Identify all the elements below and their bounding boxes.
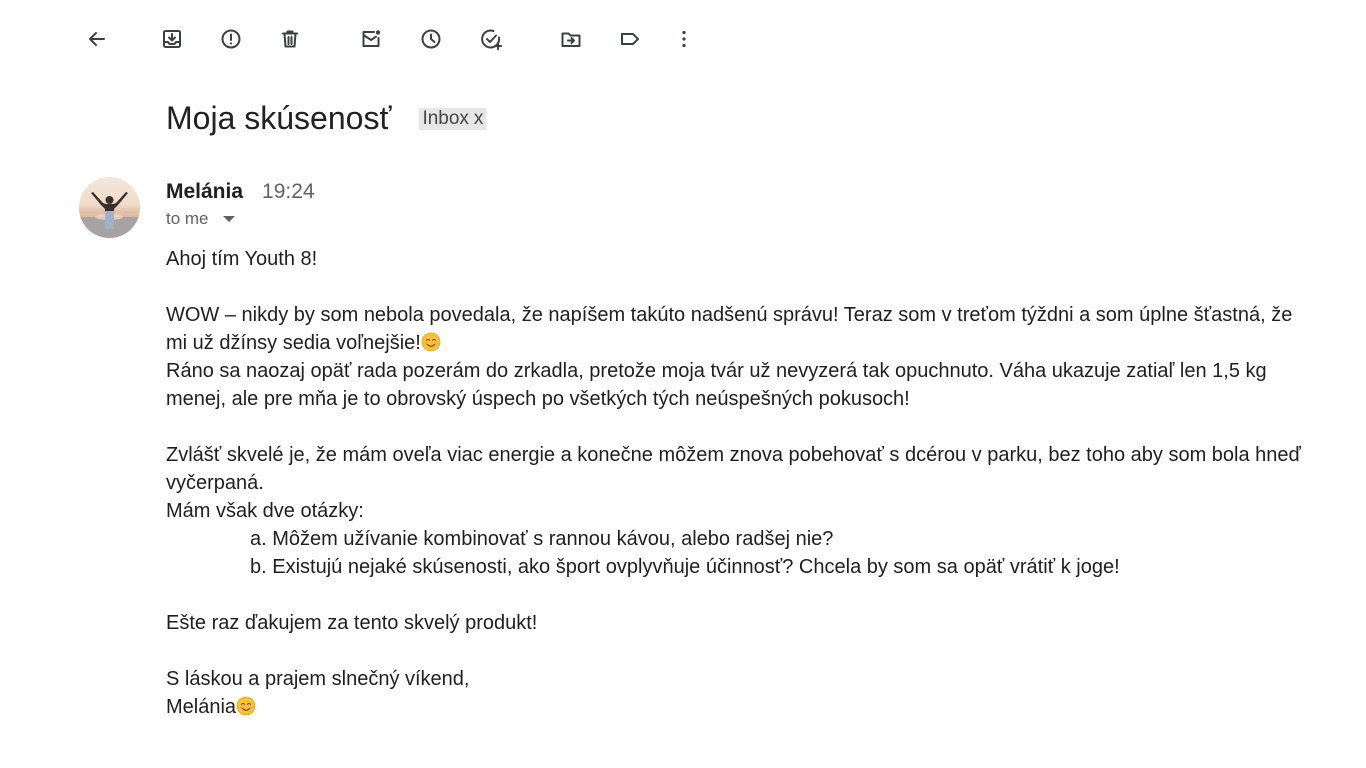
smiling-face-icon bbox=[236, 696, 256, 716]
subject-row bbox=[166, 98, 486, 138]
mark-unread-button[interactable] bbox=[354, 22, 388, 56]
show-details-dropdown[interactable] bbox=[223, 216, 235, 222]
add-to-tasks-button[interactable] bbox=[474, 22, 508, 56]
question-text: Existujú nejaké skúsenosti, ako šport ovplyvňuje účinnosť? Chcela by som sa opäť vrátiť k joge! bbox=[272, 556, 1120, 578]
snooze-button[interactable] bbox=[414, 22, 448, 56]
sender-avatar[interactable] bbox=[79, 177, 140, 238]
greeting: Ahoj tím Youth 8! bbox=[166, 248, 318, 270]
labels-button[interactable] bbox=[613, 22, 647, 56]
remove-label-button[interactable]: x bbox=[473, 108, 484, 129]
avatar-photo bbox=[79, 177, 140, 238]
archive-icon bbox=[160, 27, 184, 51]
list-marker: b. bbox=[250, 556, 267, 578]
list-item bbox=[250, 553, 1306, 581]
inbox-label-chip[interactable] bbox=[419, 108, 486, 130]
report-icon bbox=[219, 27, 243, 51]
email-body bbox=[166, 245, 1306, 721]
questions-list bbox=[166, 525, 1306, 581]
email-subject: Moja skúsenosť bbox=[166, 100, 392, 136]
paragraph-1-line-1: WOW – nikdy by som nebola povedala, že napíšem takúto nadšenú správu! Teraz som v treťom týždni a som úplne šťastná, bbox=[166, 304, 1266, 326]
paragraph-1 bbox=[166, 301, 1306, 357]
back-button[interactable] bbox=[80, 22, 114, 56]
paragraph-2: Zvlášť skvelé je, že mám oveľa viac energie a konečne môžem znova pobehovať s dcérou v parku, bez toho aby som bola hneď vyčerpaná. bbox=[166, 444, 1301, 494]
sender-line bbox=[166, 180, 315, 204]
delete-button[interactable] bbox=[273, 22, 307, 56]
mail-unread-icon bbox=[359, 27, 383, 51]
more-vertical-icon bbox=[672, 27, 696, 51]
label-chip-text: Inbox bbox=[422, 108, 469, 129]
thanks-line: Ešte raz ďakujem za tento skvelý produkt! bbox=[166, 612, 538, 634]
sender-name[interactable]: Melánia bbox=[166, 180, 244, 203]
move-to-button[interactable] bbox=[554, 22, 588, 56]
trash-icon bbox=[278, 27, 302, 51]
list-item bbox=[250, 525, 1306, 553]
list-marker: a. bbox=[250, 528, 267, 550]
paragraph-1-line-3: Ráno sa naozaj opäť rada pozerám do zrkadla, pretože moja tvár už nevyzerá tak opuchnuto. Váha ukazuje zatiaľ len 1,5 kg menej, ale pre mňa je to obrovský úspech po všetkých tých neúspešných pokusoch! bbox=[166, 360, 1267, 410]
sent-time: 19:24 bbox=[262, 180, 315, 203]
smiling-face-icon bbox=[421, 332, 441, 352]
questions-intro: Mám však dve otázky: bbox=[166, 500, 364, 522]
question-text: Môžem užívanie kombinovať s rannou kávou, alebo radšej nie? bbox=[272, 528, 834, 550]
folder-move-icon bbox=[559, 27, 583, 51]
clock-icon bbox=[419, 27, 443, 51]
more-options-button[interactable] bbox=[667, 22, 701, 56]
label-icon bbox=[618, 27, 642, 51]
signature bbox=[166, 693, 1306, 721]
recipient-text: to me bbox=[166, 209, 209, 228]
arrow-left-icon bbox=[85, 27, 109, 51]
archive-button[interactable] bbox=[155, 22, 189, 56]
paragraph-1-line-2: že mi už džínsy sedia voľnejšie! bbox=[166, 304, 1293, 354]
email-toolbar bbox=[0, 0, 1366, 78]
report-spam-button[interactable] bbox=[214, 22, 248, 56]
signature-name: Melánia bbox=[166, 696, 237, 718]
closing-line: S láskou a prajem slnečný víkend, bbox=[166, 668, 470, 690]
task-add-icon bbox=[479, 27, 503, 51]
recipient-line bbox=[166, 209, 235, 229]
